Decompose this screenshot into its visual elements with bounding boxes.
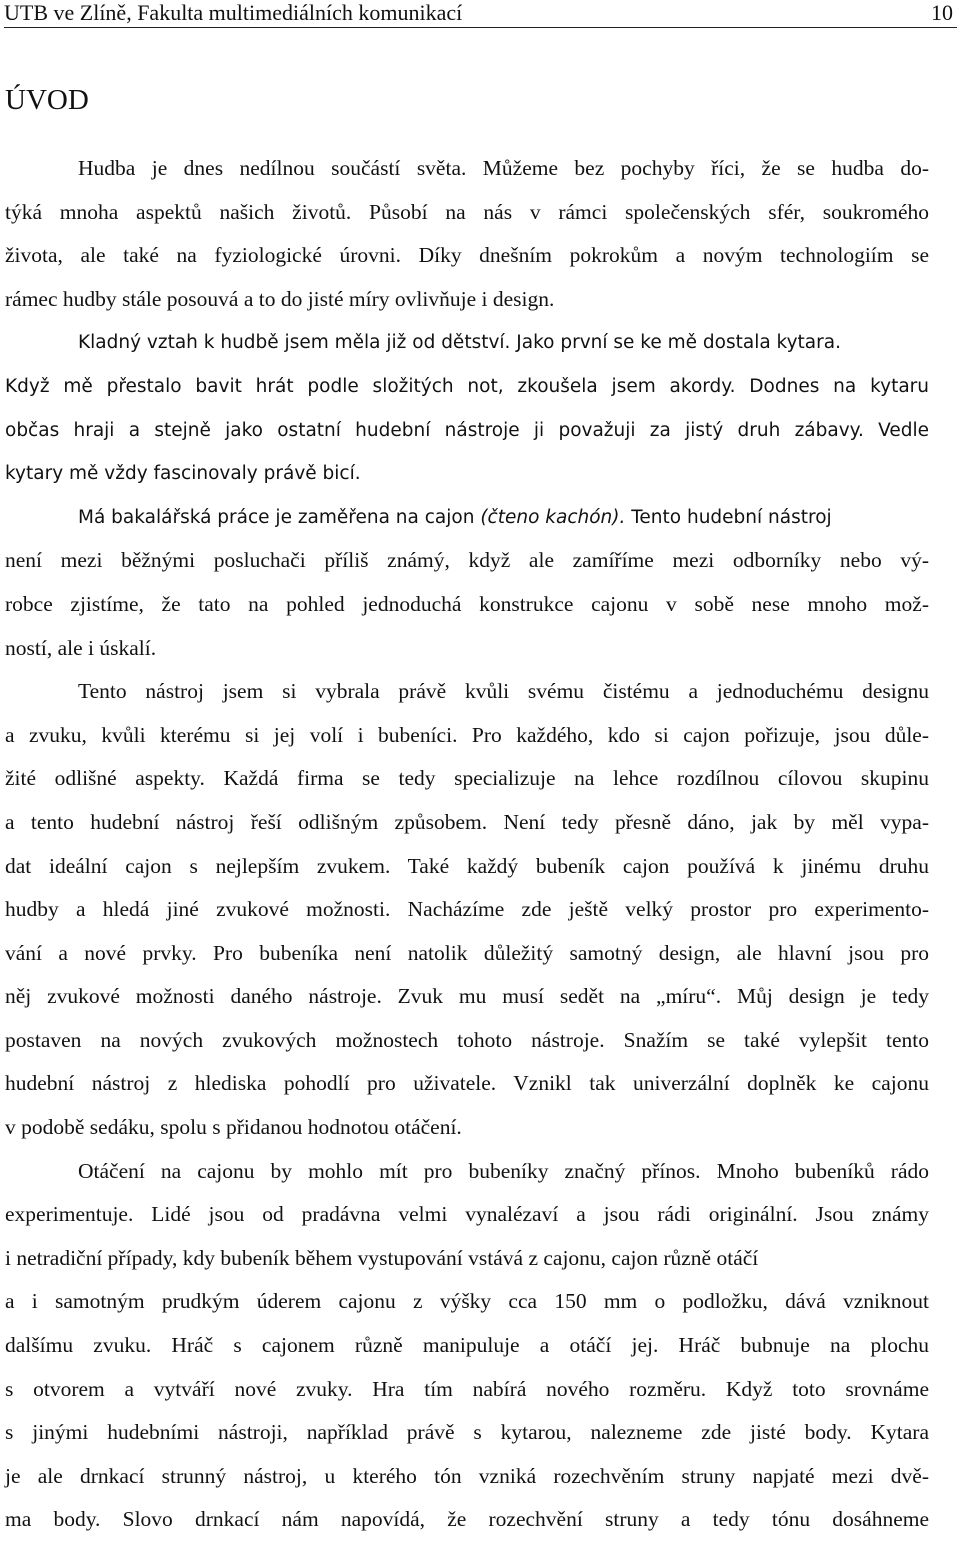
text-line: s otvorem a vytváří nové zvuky. Hra tím nabírá nového rozměru. Když toto srovnáme xyxy=(5,1376,929,1401)
text-line: rámec hudby stále posouvá a to do jisté míry ovlivňuje i design. xyxy=(5,286,555,311)
text-line: Tento nástroj jsem si vybrala právě kvůli svému čistému a jednoduchému designu xyxy=(78,679,929,704)
text-line: s jinými hudebními nástroji, například právě s kytarou, nalezneme zde jisté body. Kytara xyxy=(5,1420,929,1445)
text-line: kytary mě vždy fascinovaly právě bicí. xyxy=(5,463,361,485)
text-line: Kladný vztah k hudbě jsem měla již od dětství. Jako první se ke mě dostala kytara. xyxy=(78,332,841,354)
text-line: dat ideální cajon s nejlepším zvukem. Také každý bubeník cajon používá k jinému druhu xyxy=(5,853,929,878)
page-header xyxy=(4,0,957,28)
text-line: vání a nové prvky. Pro bubeníka není natolik důležitý samotný design, ale hlavní jsou pro xyxy=(5,940,929,965)
text-line: ma body. Slovo drnkací nám napovídá, že rozechvění struny a tedy tónu dosáhneme xyxy=(5,1507,929,1532)
text-segment: Tento hudební nástroj xyxy=(625,506,832,528)
text-line: postaven na nových zvukových možnostech tohoto nástroje. Snažím se také vylepšit tento xyxy=(5,1027,929,1052)
text-line: hudební nástroj z hlediska pohodlí pro uživatele. Vznikl tak univerzální doplněk ke cajonu xyxy=(5,1071,929,1096)
text-line: v podobě sedáku, spolu s přidanou hodnotou otáčení. xyxy=(5,1115,462,1140)
text-line: žité odlišné aspekty. Každá firma se tedy specializuje na lehce rozdílnou cílovou skupinu xyxy=(5,766,929,791)
text-line: a tento hudební nástroj řeší odlišným způsobem. Není tedy přesně dáno, jak by měl vypa- xyxy=(5,809,929,834)
text-line: není mezi běžnými posluchači příliš známý, když ale zamíříme mezi odborníky nebo vý- xyxy=(5,548,929,573)
text-line: Otáčení na cajonu by mohlo mít pro bubeníky značný přínos. Mnoho bubeníků rádo xyxy=(78,1158,929,1183)
text-line: Hudba je dnes nedílnou součástí světa. Můžeme bez pochyby říci, že se hudba do- xyxy=(78,156,929,180)
page-number: 10 xyxy=(931,0,953,25)
body-text xyxy=(5,147,929,1542)
text-line: i netradiční případy, kdy bubeník během vystupování vstává z cajonu, cajon různě otáčí xyxy=(5,1245,759,1270)
text-line: něj zvukové možnosti daného nástroje. Zvuk mu musí sedět na „míru“. Můj design je tedy xyxy=(5,984,929,1009)
text-line: hudby a hledá jiné zvukové možnosti. Nacházíme zde ještě velký prostor pro experimento- xyxy=(5,897,929,922)
text-line: je ale drnkací strunný nástroj, u kterého tón vzniká rozechvěním struny napjaté mezi dvě- xyxy=(5,1463,929,1488)
text-line: a zvuku, kvůli kterému si jej volí i bubeníci. Pro každého, kdo si cajon pořizuje, jsou důle- xyxy=(5,722,929,747)
text-line: Když mě přestalo bavit hrát podle složitých not, zkoušela jsem akordy. Dodnes na kytaru xyxy=(5,375,929,397)
text-line: života, ale také na fyziologické úrovni. Díky dnešním pokrokům a novým technologiím se xyxy=(5,243,929,268)
text-line: občas hraji a stejně jako ostatní hudební nástroje ji považuji za jistý druh zábavy. Vedle xyxy=(5,419,929,441)
pronunciation-note: (čteno kachón). xyxy=(480,506,626,528)
text-line xyxy=(5,496,929,540)
text-line: dalšímu zvuku. Hráč s cajonem různě manipuluje a otáčí jej. Hráč bubnuje na plochu xyxy=(5,1333,929,1358)
text-line: experimentuje. Lidé jsou od pradávna velmi vynalézaví a jsou rádi originální. Jsou známy xyxy=(5,1202,929,1227)
text-segment: Má bakalářská práce je zaměřena na cajon xyxy=(78,506,481,528)
text-line: robce zjistíme, že tato na pohled jednoduchá konstrukce cajonu v sobě nese mnoho mož- xyxy=(5,591,929,616)
text-line: týká mnoha aspektů našich životů. Působí na nás v rámci společenských sfér, soukromého xyxy=(5,199,929,224)
text-line: ností, ale i úskalí. xyxy=(5,635,157,660)
text-line: a i samotným prudkým úderem cajonu z výšky cca 150 mm o podložku, dává vzniknout xyxy=(5,1289,929,1314)
section-heading: ÚVOD xyxy=(5,84,89,116)
header-title: UTB ve Zlíně, Fakulta multimediálních komunikací xyxy=(4,0,463,25)
